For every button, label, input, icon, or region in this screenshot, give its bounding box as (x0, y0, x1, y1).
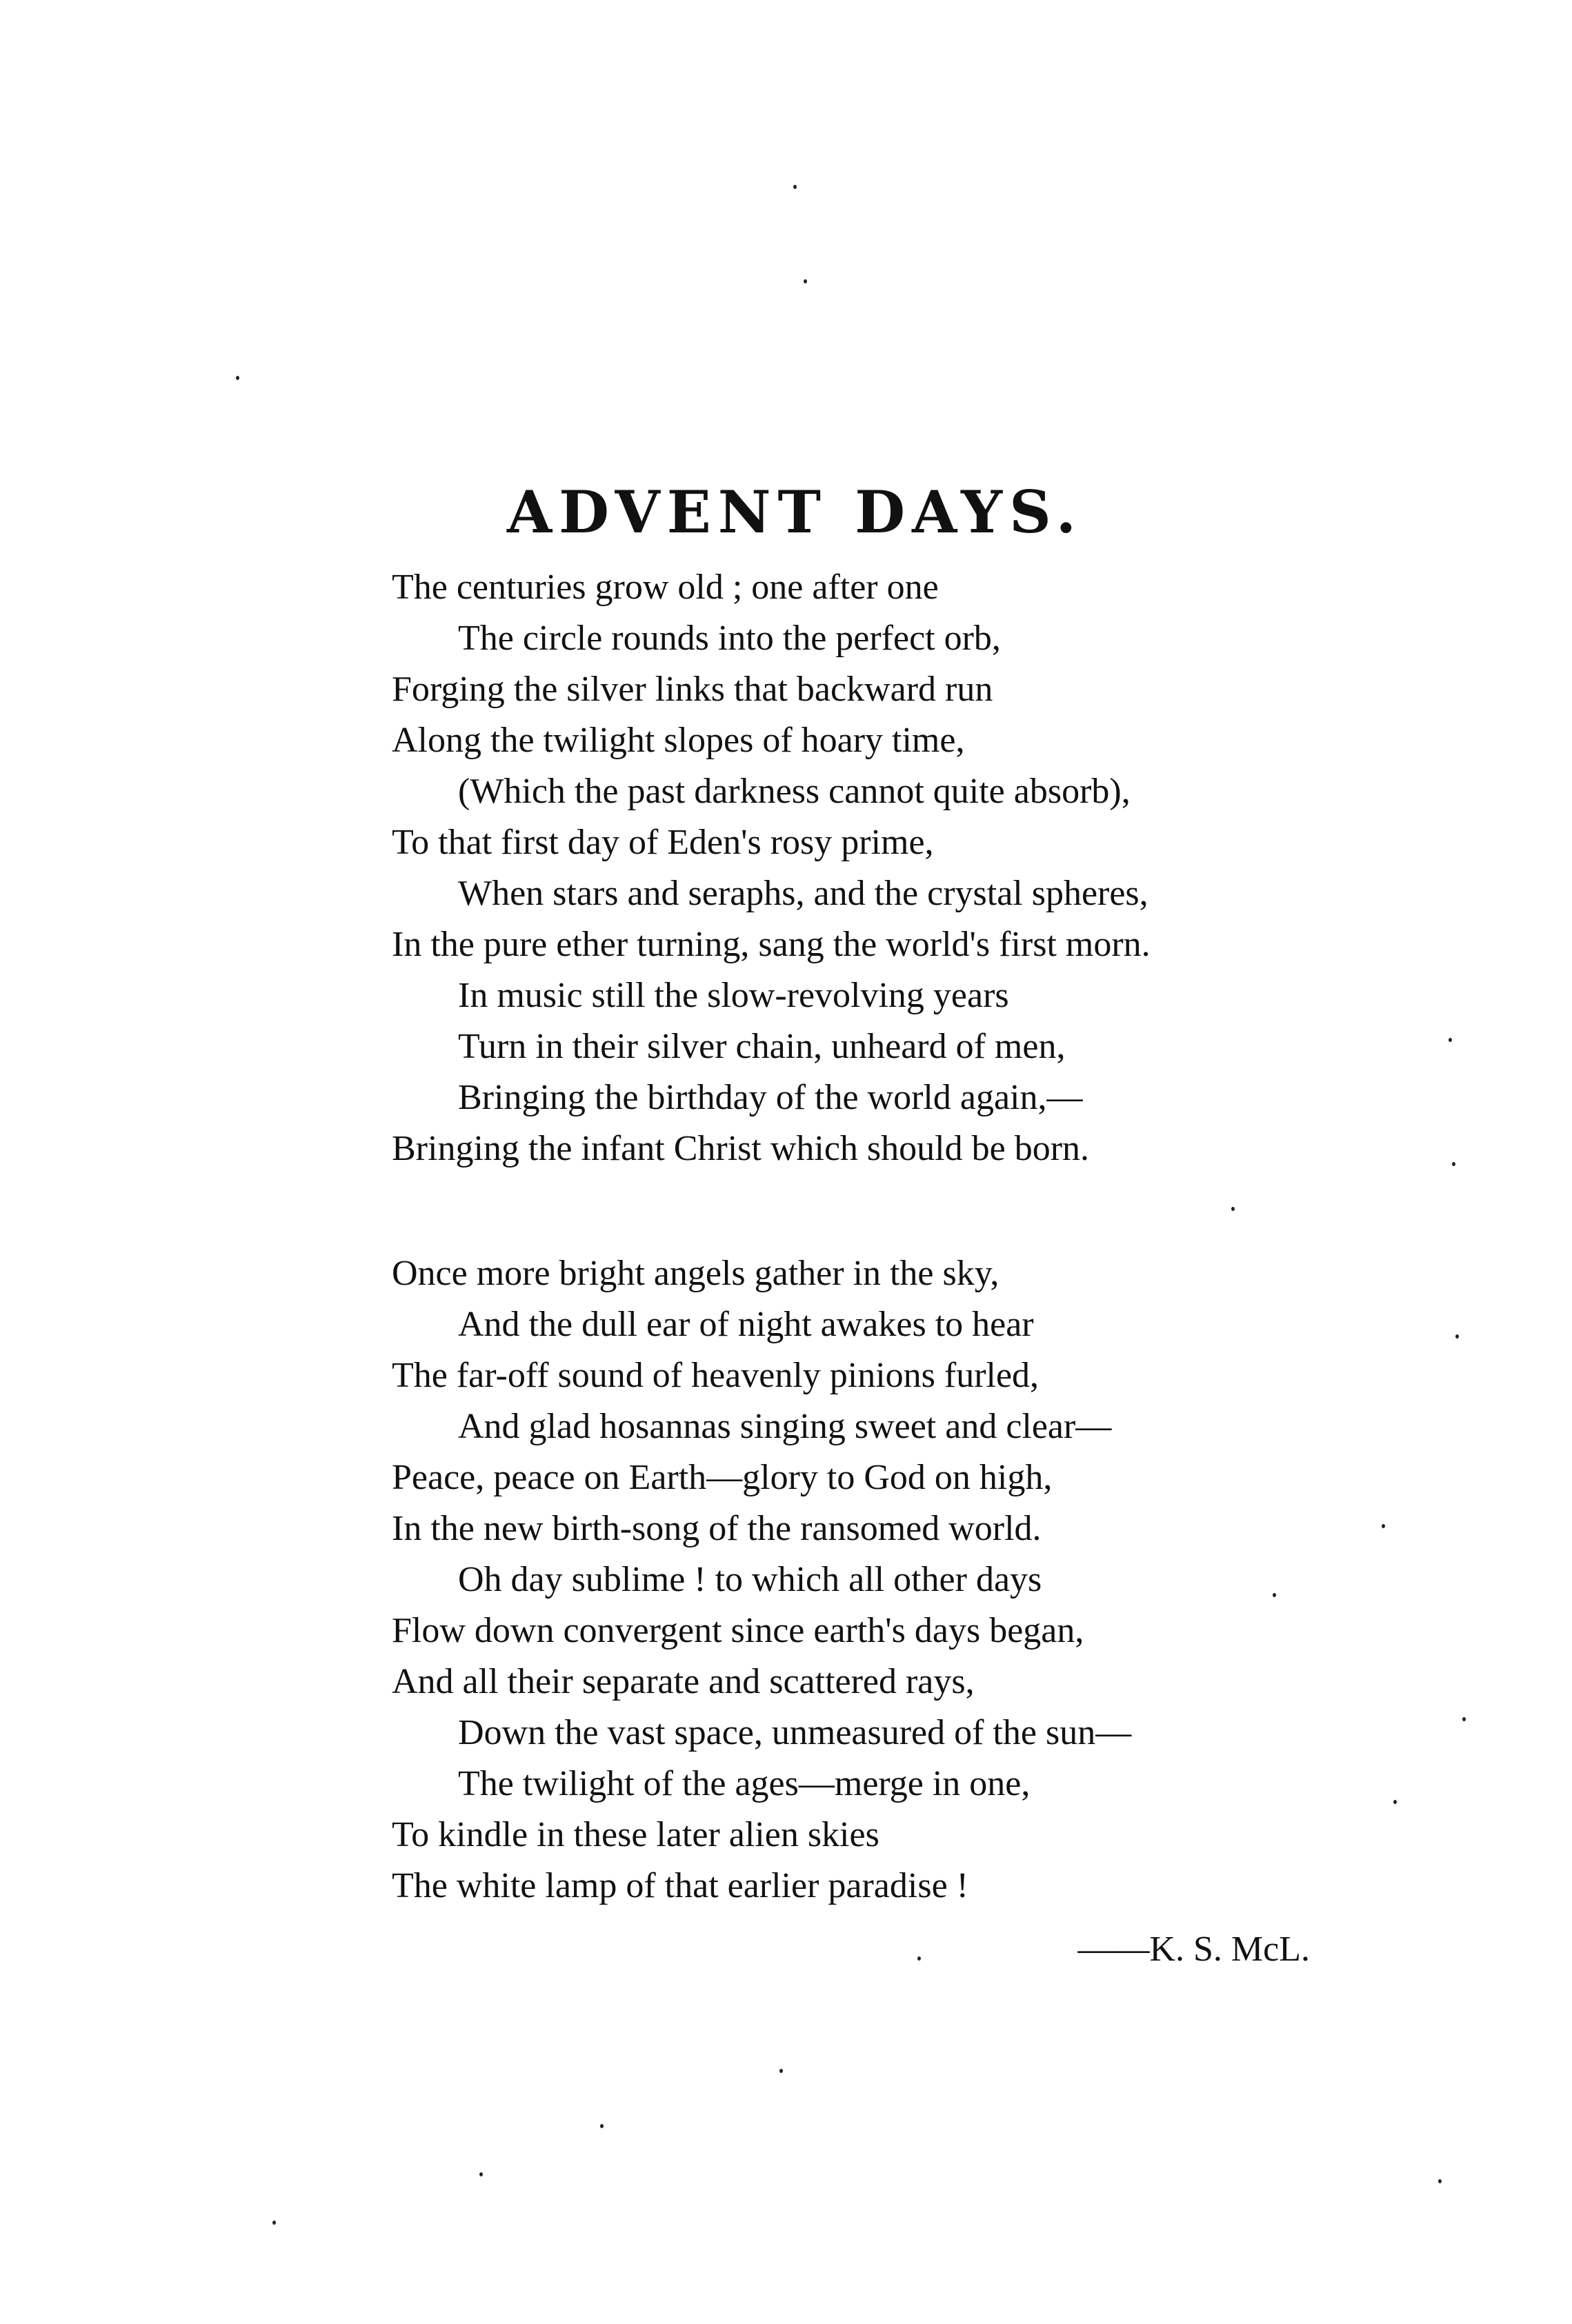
scan-speck (1449, 1038, 1452, 1042)
scan-speck (793, 185, 797, 189)
poem-line: Flow down convergent since earth's days began, (392, 1611, 1084, 1650)
poem-line: Oh day sublime ! to which all other days (458, 1560, 1042, 1599)
scan-speck (1452, 1162, 1455, 1166)
poem-title: ADVENT DAYS. (507, 478, 1083, 547)
poem-line: To that first day of Eden's rosy prime, (392, 823, 934, 862)
poem-line: The twilight of the ages—merge in one, (458, 1764, 1031, 1803)
author-signature: ——K. S. McL. (1077, 1930, 1310, 1969)
poem-line: In the new birth-song of the ransomed world. (392, 1509, 1042, 1548)
scan-speck (1273, 1593, 1276, 1597)
poem-line: The circle rounds into the perfect orb, (458, 619, 1001, 658)
poem-line: The far-off sound of heavenly pinions furled, (392, 1356, 1039, 1395)
scan-speck (1462, 1717, 1466, 1721)
scan-speck (1393, 1800, 1397, 1804)
stanza-2 (392, 1248, 1131, 1912)
poem-line: The white lamp of that earlier paradise ! (392, 1866, 968, 1905)
scan-speck (804, 279, 807, 283)
scan-speck (600, 2124, 604, 2128)
poem-line: Bringing the infant Christ which should be born. (392, 1129, 1090, 1168)
scan-speck (1438, 2179, 1442, 2183)
poem-line: In the pure ether turning, sang the world's first morn. (392, 925, 1151, 964)
poem-line: And the dull ear of night awakes to hear (458, 1305, 1034, 1344)
poem-line: And glad hosannas singing sweet and clear— (458, 1407, 1112, 1446)
scan-speck (236, 376, 239, 380)
poem-line: Bringing the birthday of the world again,— (458, 1078, 1083, 1117)
poem-line: The centuries grow old ; one after one (392, 568, 939, 607)
poem-line: Forging the silver links that backward run (392, 670, 993, 709)
poem-line: Once more bright angels gather in the sky, (392, 1254, 999, 1293)
poem-line: To kindle in these later alien skies (392, 1815, 879, 1854)
scan-speck (779, 2069, 783, 2073)
poem-line: When stars and seraphs, and the crystal spheres, (458, 874, 1148, 913)
poem-line: Down the vast space, unmeasured of the sun— (458, 1713, 1132, 1752)
poem-line: In music still the slow-revolving years (458, 976, 1009, 1015)
scan-speck (917, 1956, 921, 1961)
scan-speck (479, 2172, 483, 2176)
poem-line: Along the twilight slopes of hoary time, (392, 721, 965, 760)
scan-speck (272, 2221, 276, 2225)
scan-speck (1455, 1334, 1459, 1339)
stanza-1 (392, 562, 1151, 1174)
poem-line: (Which the past darkness cannot quite absorb), (458, 772, 1131, 811)
poem-line: And all their separate and scattered rays, (392, 1662, 975, 1701)
scan-speck (1382, 1524, 1385, 1528)
poem-line: Turn in their silver chain, unheard of men, (458, 1027, 1066, 1066)
poem-line: Peace, peace on Earth—glory to God on high, (392, 1458, 1053, 1497)
scan-speck (1231, 1207, 1235, 1211)
